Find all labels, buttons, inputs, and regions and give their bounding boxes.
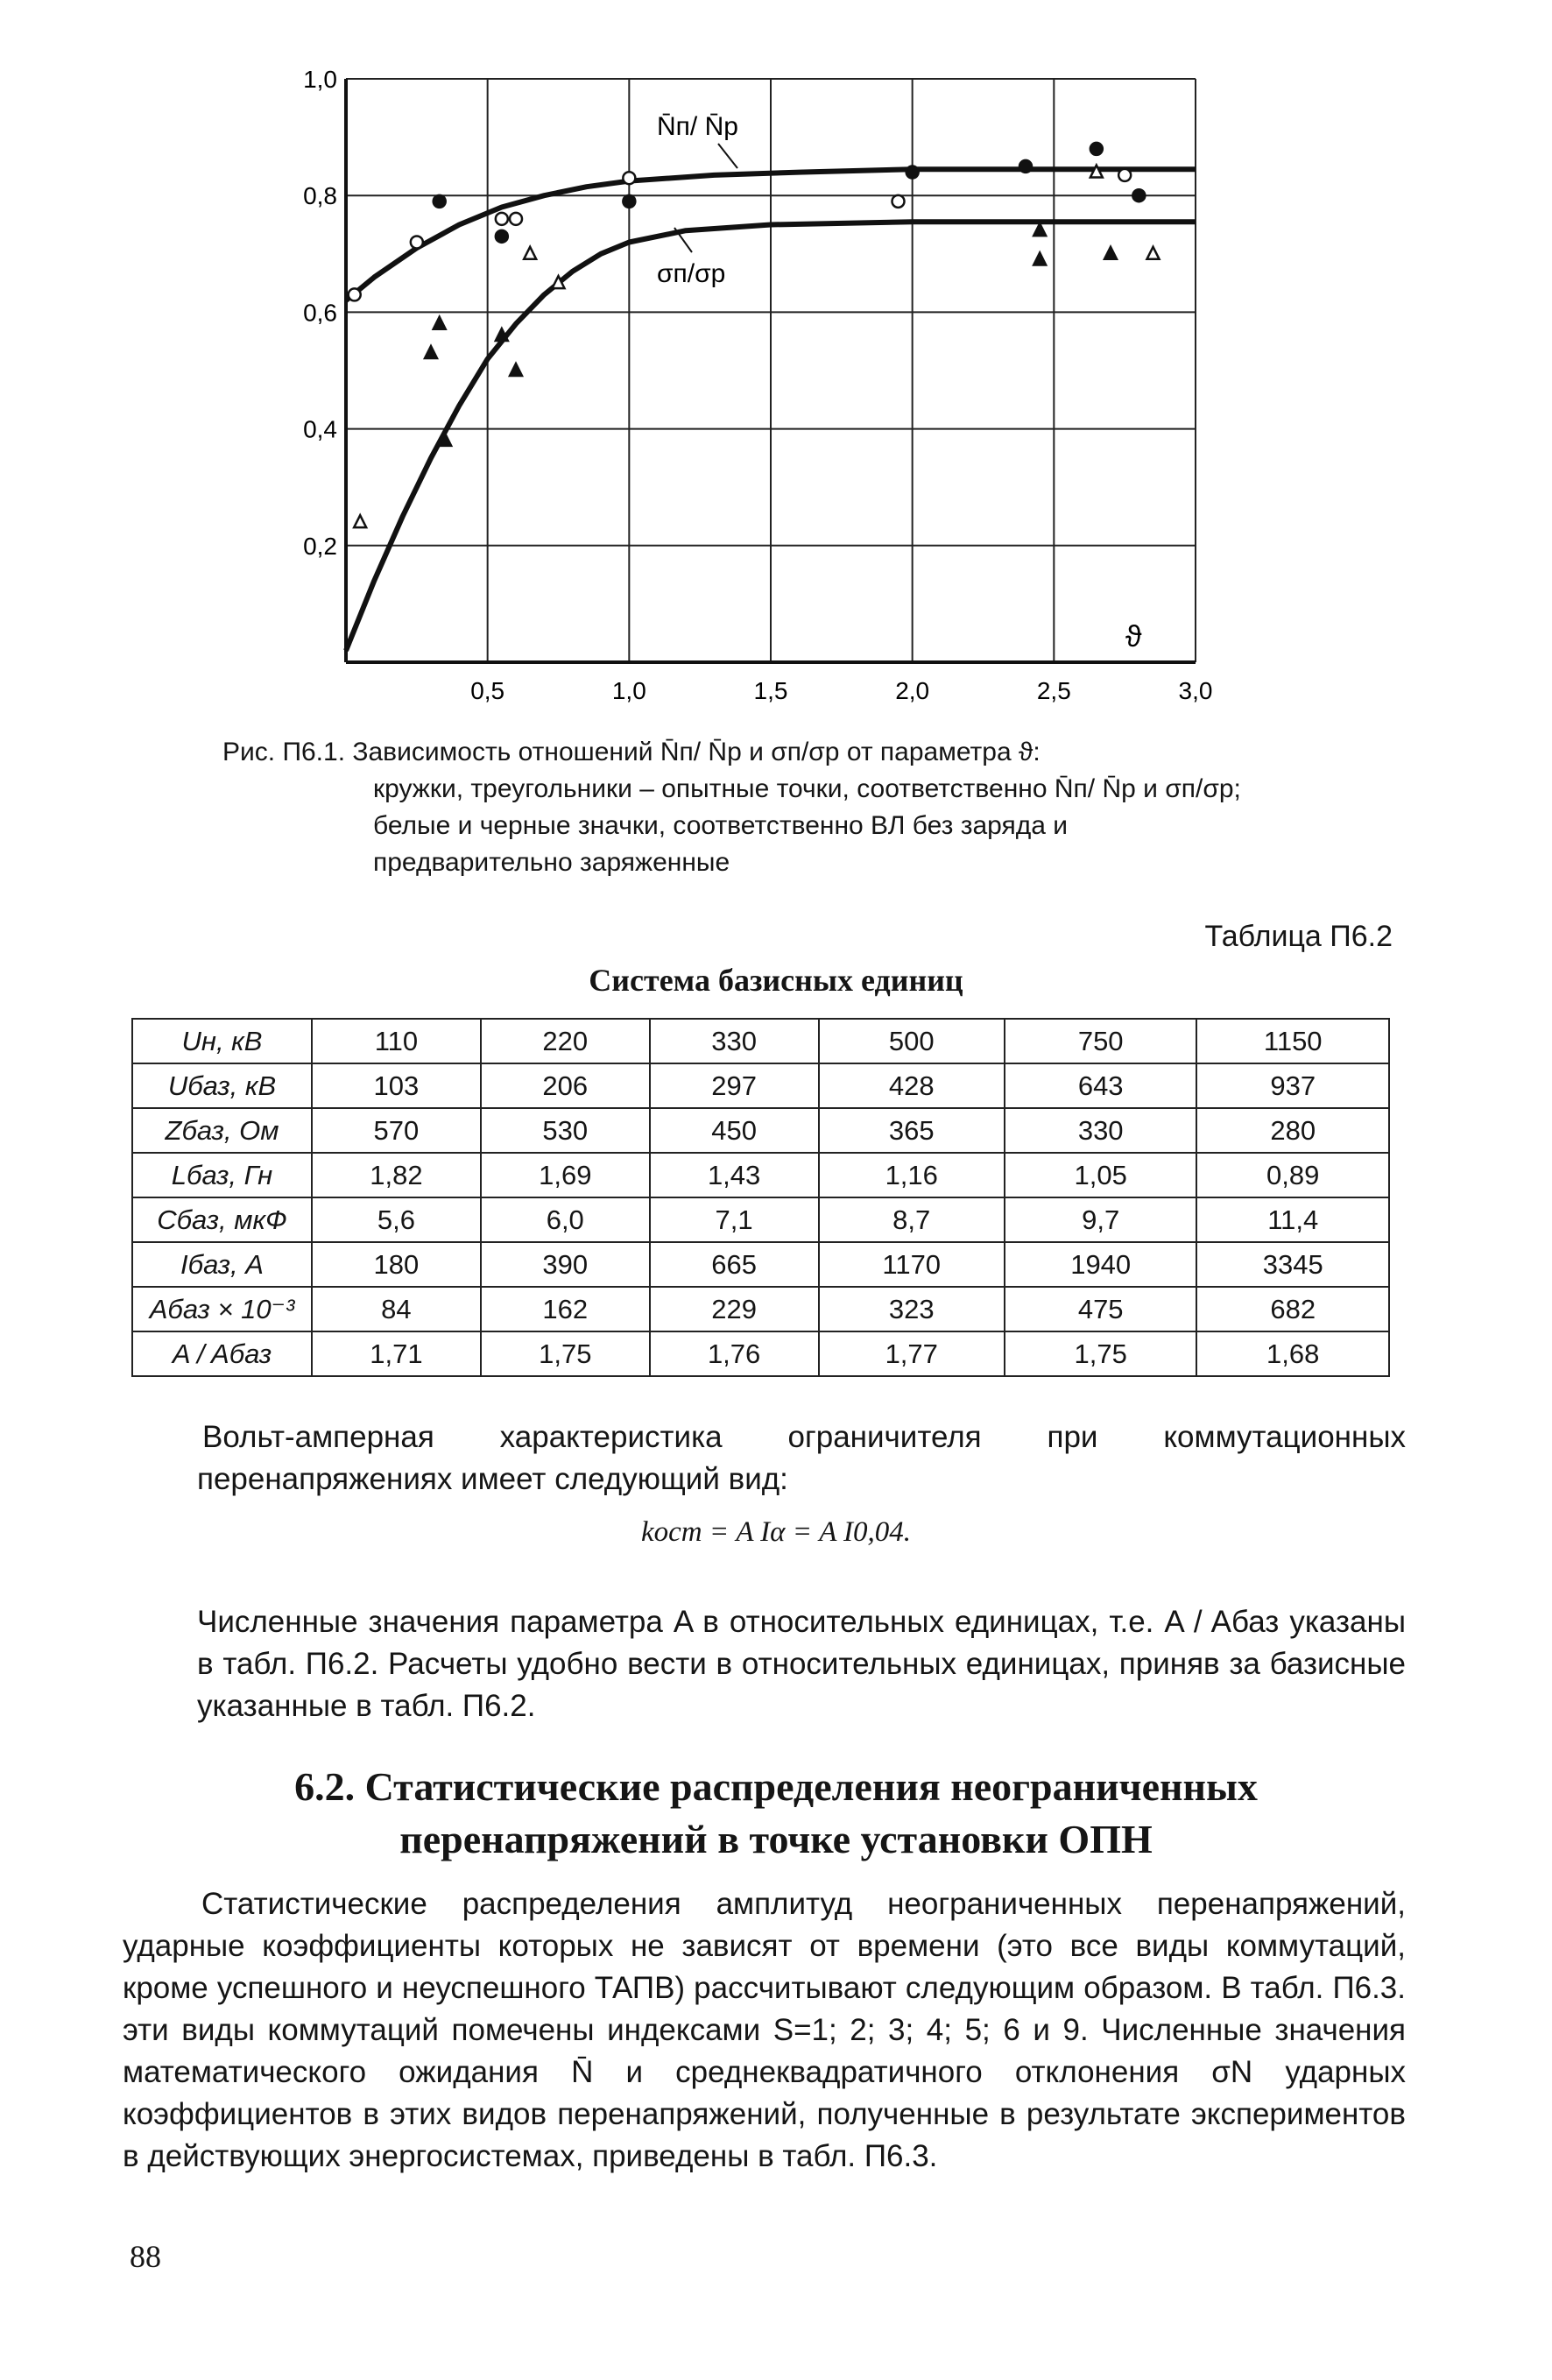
table-cell: 1170 [819,1242,1005,1287]
x-tick-label: 2,5 [1036,677,1071,704]
caption-line-1: Рис. П6.1. Зависимость отношений N̄п/ N̄р и σп/σр от параметра ϑ: [222,738,1041,766]
data-point-circle [1019,160,1032,173]
table-cell: 1,69 [481,1153,650,1197]
data-point-circle [892,195,905,208]
table-cell: 530 [481,1108,650,1153]
table-row [132,1331,1389,1376]
data-point-circle [434,195,446,208]
x-tick-label: 0,5 [470,677,505,704]
table-cell: 8,7 [819,1197,1005,1242]
section-heading [0,1761,1552,1866]
table-cell: 428 [819,1063,1005,1108]
data-point-circle [1132,189,1145,201]
heading-line-2: перенапряжений в точке установки ОПН [399,1817,1153,1861]
caption-line-3: белые и черные значки, соответственно ВЛ без заряда и [373,811,1069,840]
data-point-circle [623,172,635,184]
table-cell: 475 [1005,1287,1197,1331]
formula-kost: kост = A Iα = A I0,04. [640,1516,912,1548]
table-cell: 323 [819,1287,1005,1331]
table-cell: 1,75 [481,1331,650,1376]
table-cell: 11,4 [1196,1197,1389,1242]
table-cell: 110 [312,1019,481,1063]
table-cell: 0,89 [1196,1153,1389,1197]
caption-line-4: предварительно заряженные [373,848,730,877]
paragraph-statistics-text: Статистические распределения амплитуд неограниченных перенапряжений, ударные коэффициенты которых не зависят от времени (это все виды коммутаций, кроме успешного и неуспешного ТАПВ) рассчитывают следующим образом. В табл. П6.3. эти виды коммутаций помечены индексами S=1; 2; 3; 4; 5; 6 и 9. Численные значения математического ожидания N̄ и среднеквадратичного отклонения σN ударных коэффициентов в этих видов перенапряжений, полученные в результате экспериментов в действующих энергосистемах, приведены в табл. П6.3. [123,1887,1406,2173]
curve-label-ratio: N̄п/ N̄р [657,112,738,141]
y-tick-label: 0,2 [303,532,337,560]
table-cell: 297 [650,1063,819,1108]
table-row-label: Uбаз, кВ [132,1063,312,1108]
table-row [132,1153,1389,1197]
table-cell: 1,71 [312,1331,481,1376]
x-tick-label: 1,5 [753,677,788,704]
heading-line-1: 6.2. Статистические распределения неограниченных [294,1764,1258,1809]
paragraph-param-a-text: Численные значения параметра A в относительных единицах, т.е. A / Aбаз указаны в табл. П6.2. Расчеты удобно вести в относительных единицах, приняв за базисные указанные в табл. П6.2. [197,1605,1406,1723]
data-point-circle [496,213,508,225]
data-point-circle [1090,143,1103,155]
table-cell: 5,6 [312,1197,481,1242]
table-cell: 665 [650,1242,819,1287]
chart-grid [346,79,1196,662]
data-point-circle [510,213,522,225]
x-tick-label: 3,0 [1178,677,1213,704]
table-row [132,1242,1389,1287]
table-cell: 1,75 [1005,1331,1197,1376]
table-row [132,1019,1389,1063]
table-cell: 1,16 [819,1153,1005,1197]
table-cell: 643 [1005,1063,1197,1108]
data-point-circle [349,288,361,300]
chart-markers [349,143,1160,527]
table-cell: 180 [312,1242,481,1287]
table-row-label: Iбаз, А [132,1242,312,1287]
table-cell: 1,43 [650,1153,819,1197]
table-cell: 220 [481,1019,650,1063]
data-point-circle [496,230,508,243]
table-row-label: Aбаз × 10⁻³ [132,1287,312,1331]
data-point-triangle [524,247,536,259]
data-point-triangle [1104,247,1117,259]
data-point-circle [1118,169,1131,181]
table-row-label: Сбаз, мкФ [132,1197,312,1242]
x-tick-label: 1,0 [611,677,646,704]
data-point-triangle [1033,223,1046,236]
table-cell: 1,82 [312,1153,481,1197]
table-cell: 330 [1005,1108,1197,1153]
table-row [132,1063,1389,1108]
data-point-triangle [510,364,522,376]
table-cell: 500 [819,1019,1005,1063]
caption-line-2: кружки, треугольники – опытные точки, соответственно N̄п/ N̄р и σп/σр; [373,774,1241,803]
table-row-label: Lбаз, Гн [132,1153,312,1197]
table-cell: 682 [1196,1287,1389,1331]
table-cell: 750 [1005,1019,1197,1063]
table-row-label: A / Aбаз [132,1331,312,1376]
table-row-label: Zбаз, Ом [132,1108,312,1153]
table-cell: 103 [312,1063,481,1108]
data-point-triangle [434,317,446,329]
table-cell: 1,77 [819,1331,1005,1376]
table-cell: 1,05 [1005,1153,1197,1197]
table-row [132,1108,1389,1153]
y-tick-label: 0,6 [303,299,337,327]
table-cell: 84 [312,1287,481,1331]
paragraph-statistics [123,1883,1406,2178]
table-cell: 450 [650,1108,819,1153]
y-tick-label: 0,8 [303,182,337,210]
table-cell: 206 [481,1063,650,1108]
figure-chart [272,53,1244,718]
table-cell: 162 [481,1287,650,1331]
theta-axis-label: ϑ [1125,620,1142,653]
table-cell: 1,68 [1196,1331,1389,1376]
table-row [132,1197,1389,1242]
table-cell: 280 [1196,1108,1389,1153]
y-tick-label: 0,4 [303,415,337,443]
data-point-triangle [1147,247,1160,259]
table-cell: 365 [819,1108,1005,1153]
table-cell: 6,0 [481,1197,650,1242]
table-cell: 570 [312,1108,481,1153]
paragraph-vac [197,1416,1406,1501]
table-cell: 1940 [1005,1242,1197,1287]
page-number: 88 [130,2239,161,2274]
table-cell: 229 [650,1287,819,1331]
table-cell: 3345 [1196,1242,1389,1287]
data-point-triangle [425,346,437,358]
table-title: Система базисных единиц [589,963,963,998]
table-cell: 9,7 [1005,1197,1197,1242]
data-point-triangle [354,515,366,527]
figure-caption [222,734,1396,881]
table-cell: 330 [650,1019,819,1063]
chart-ticks [303,66,1212,704]
table-cell: 937 [1196,1063,1389,1108]
curve-label-ratio-leader [718,144,737,168]
table-cell: 1,76 [650,1331,819,1376]
table-cell: 7,1 [650,1197,819,1242]
data-point-triangle [1033,252,1046,265]
table-cell: 390 [481,1242,650,1287]
table-row-label: Uн, кВ [132,1019,312,1063]
table-number: Таблица П6.2 [1204,920,1393,953]
basis-units-table [131,1018,1390,1377]
curve-label-sigma: σп/σр [657,259,726,288]
data-point-circle [623,195,635,208]
table-row [132,1287,1389,1331]
y-tick-label: 1,0 [303,66,337,93]
x-tick-label: 2,0 [895,677,930,704]
paragraph-param-a [197,1601,1406,1727]
data-point-circle [411,236,423,248]
table-cell: 1150 [1196,1019,1389,1063]
data-point-circle [907,166,919,179]
paragraph-vac-text: Вольт-амперная характеристика ограничителя при коммутационных перенапряжениях имеет следующий вид: [197,1420,1406,1496]
